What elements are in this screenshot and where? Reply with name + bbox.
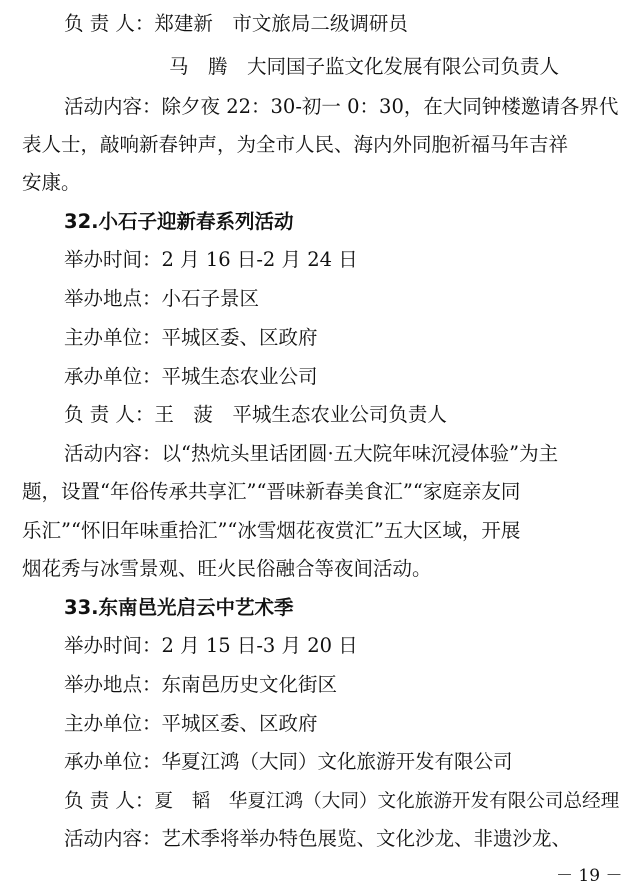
responsible-row [64,789,619,814]
section-heading: 33.东南邑光启云中艺术季 [64,596,294,619]
field-label: 承办单位： [64,365,162,388]
field-value: 马 腾 大同国子监文化发展有限公司负责人 [169,55,560,78]
field-label: 负 责 人： [64,789,155,812]
responsible-row [64,403,447,427]
field-label: 活动内容： [64,95,162,118]
content-row [64,95,618,119]
field-label: 举办地点： [64,287,162,310]
field-label: 举办时间： [64,634,162,657]
field-label: 承办单位： [64,750,162,773]
field-value: 平城区委、区政府 [161,326,318,349]
content-row [64,442,558,466]
time-row [64,634,358,658]
responsible-row-2 [169,55,559,79]
field-label: 负 责 人： [64,403,155,426]
place-row [64,673,337,697]
field-value: 东南邑历史文化街区 [161,673,338,696]
page-number: － 19 － [556,866,623,886]
field-value: 夏 韬 华夏江鸿（大同）文化旅游开发有限公司总经理 [154,791,620,812]
field-label: 主办单位： [64,326,162,349]
paragraph-line: 安康。 [22,171,81,194]
paragraph-line: 题，设置“年俗传承共享汇”“晋味新春美食汇”“家庭亲友同 [22,480,521,503]
section-heading: 32.小石子迎新春系列活动 [64,210,294,233]
organizer-row [64,750,513,774]
responsible-row [64,12,408,36]
field-value: 郑建新 市文旅局二级调研员 [154,12,408,35]
paragraph-text: 艺术季将举办特色展览、文化沙龙、非遗沙龙、 [161,827,572,850]
field-value: 小石子景区 [161,287,260,310]
paragraph-line: 烟花秀与冰雪景观、旺火民俗融合等夜间活动。 [22,557,432,580]
paragraph-line: 表人士，敲响新春钟声，为全市人民、海内外同胞祈福马年吉祥 [22,133,569,156]
host-row [64,326,318,350]
field-value: 2 月 16 日-2 月 24 日 [161,248,358,271]
field-label: 负 责 人： [64,12,155,35]
field-label: 活动内容： [64,827,162,850]
field-label: 活动内容： [64,442,162,465]
field-value: 王 菠 平城生态农业公司负责人 [154,403,447,426]
time-row [64,248,358,272]
field-value: 华夏江鸿（大同）文化旅游开发有限公司 [161,750,513,773]
organizer-row [64,365,318,389]
paragraph-line: 乐汇”“怀旧年味重拾汇”“冰雪烟花夜赏汇”五大区域，开展 [22,519,521,542]
field-value: 2 月 15 日-3 月 20 日 [161,634,358,657]
field-label: 主办单位： [64,712,162,735]
field-label: 举办地点： [64,673,162,696]
paragraph-text: 以“热炕头里话团圆·五大院年味沉浸体验”为主 [161,442,559,465]
field-value: 平城区委、区政府 [161,712,318,735]
field-label: 举办时间： [64,248,162,271]
place-row [64,287,259,311]
host-row [64,712,318,736]
paragraph-text: 除夕夜 22：30-初一 0：30，在大同钟楼邀请各界代 [161,95,619,118]
field-value: 平城生态农业公司 [161,365,318,388]
content-row [64,827,571,851]
